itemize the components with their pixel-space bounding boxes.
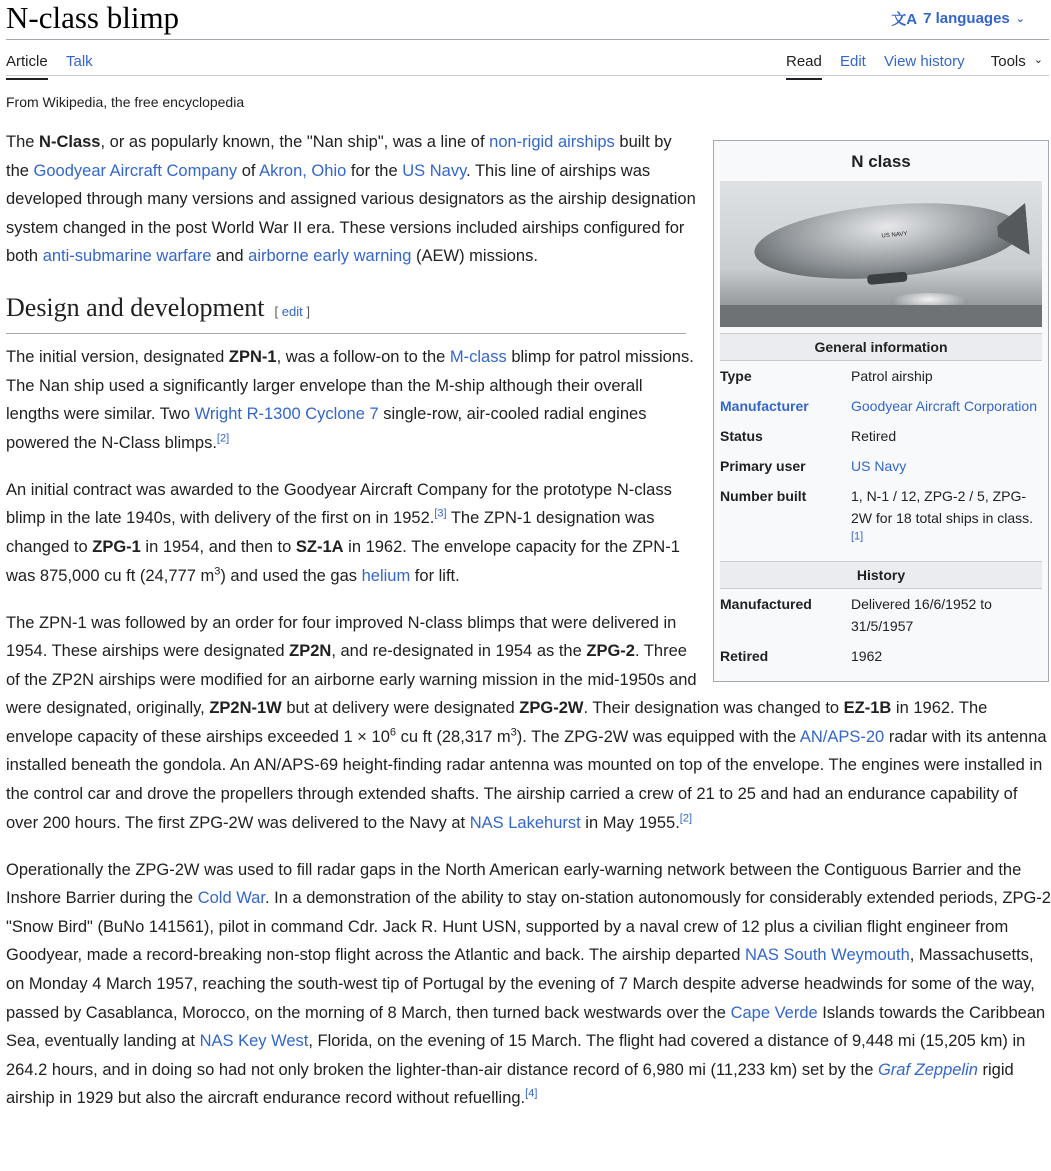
link-an-aps-20[interactable]: AN/APS-20	[799, 727, 885, 746]
tools-label: Tools	[990, 53, 1026, 70]
ground	[720, 305, 1042, 327]
tab-read[interactable]: Read	[786, 53, 822, 70]
tagline: From Wikipedia, the free encyclopedia	[6, 94, 245, 110]
link-nas-key-west[interactable]: NAS Key West	[199, 1032, 309, 1051]
tab-talk[interactable]: Talk	[66, 53, 93, 70]
link-aew[interactable]: airborne early warning	[248, 247, 412, 266]
infobox-row: Number built 1, N-1 / 12, ZPG-2 / 5, ZPG-2W for 18 total ships in class.[1]	[720, 488, 1034, 543]
citation-link[interactable]: [4]	[525, 1087, 538, 1100]
infobox-row: Retired 1962	[720, 648, 883, 664]
infobox-row: Status Retired	[720, 428, 897, 444]
citation-link[interactable]: [1]	[851, 530, 864, 543]
link-helium[interactable]: helium	[361, 566, 411, 585]
goodyear-link[interactable]: Goodyear Aircraft Corporation	[851, 398, 1037, 414]
title-divider	[6, 39, 1049, 40]
translate-icon: 文A	[891, 11, 918, 28]
tabs-divider	[6, 75, 1049, 76]
link-nas-lakehurst[interactable]: NAS Lakehurst	[469, 813, 581, 832]
link-us-navy[interactable]: US Navy	[402, 161, 467, 180]
infobox	[713, 140, 1049, 682]
infobox-row: Type Patrol airship	[720, 368, 933, 384]
blimp-marking: US NAVY	[881, 231, 908, 240]
tab-edit[interactable]: Edit	[840, 53, 866, 70]
link-nas-south-weymouth[interactable]: NAS South Weymouth	[744, 946, 910, 965]
infobox-section-header: History	[720, 561, 1042, 589]
citation-link[interactable]: [2]	[216, 432, 230, 445]
link-akron[interactable]: Akron, Ohio	[259, 161, 347, 180]
article-body	[6, 128, 1051, 1131]
link-asw[interactable]: anti-submarine warfare	[42, 247, 212, 266]
paragraph: An initial contract was awarded to the Goodyear Aircraft Company for the prototype N-class blimp in the late 1940s, with delivery of the first on in 1952.[3] The ZPN-1 designation was changed to ZPG-1 in 1954, and then to SZ-1A in 1962. The envelope capacity for the ZPN-1 was 875,000 cu ft (24,777 $m^3$) and used the gas helium for lift.	[6, 480, 680, 585]
language-selector[interactable]	[891, 8, 1025, 29]
us-navy-link[interactable]: US Navy	[851, 458, 907, 474]
language-count: 7 languages	[923, 10, 1010, 27]
link-non-rigid-airships[interactable]: non-rigid airships	[489, 133, 615, 151]
link-graf-zeppelin[interactable]: Graf Zeppelin	[877, 1060, 978, 1079]
link-cold-war[interactable]: Cold War	[197, 889, 265, 908]
paragraph: The initial version, designated ZPN-1, was a follow-on to the M-class blimp for patrol missions. The Nan ship used a significantly larger envelope than the M-ship although their overall lengths were similar. Two Wright R-1300 Cyclone 7 single-row, air-cooled radial engines powered the N-Class blimps.[2]	[6, 347, 694, 452]
chevron-down-icon: ⌄	[1015, 13, 1025, 25]
chevron-down-icon: ⌄	[1033, 54, 1043, 66]
section-edit: [ edit ]	[274, 303, 310, 319]
link-m-class[interactable]: M-class	[449, 347, 507, 366]
citation-link[interactable]: [2]	[679, 812, 693, 825]
tab-article[interactable]: Article	[6, 53, 48, 70]
page-tabs	[6, 44, 1049, 76]
blimp-illustration	[751, 193, 1024, 288]
link-goodyear[interactable]: Goodyear Aircraft Company	[33, 161, 238, 180]
citation-link[interactable]: [3]	[434, 507, 447, 520]
section-heading: Design and development [ edit ]	[6, 291, 686, 334]
infobox-section-header: General information	[720, 333, 1042, 361]
link-cape-verde[interactable]: Cape Verde	[730, 1003, 818, 1022]
infobox-title: N class	[851, 152, 911, 171]
paragraph: Operationally the ZPG-2W was used to fill radar gaps in the North American early-warning network between the Contiguous Barrier and the Inshore Barrier during the Cold War. In a demonstration of the ability to stay on-station autonomously for considerably extended periods, ZPG-2 "Snow Bird" (BuNo 141561), pilot in command Cdr. Jack R. Hunt USN, supported by a naval crew of 12 plus a civilian flight engineer from Goodyear, made a record-breaking non-stop flight across the Atlantic and back. The airship departed NAS South Weymouth, Massachusetts, on Monday 4 March 1957, reaching the south-west tip of Portugal by the evening of 7 March despite adverse headwinds for some of the way, passed by Casablanca, Morocco, on the morning of 8 March, then turned back westwards over the Cape Verde Islands towards the Caribbean Sea, eventually landing at NAS Key West, Florida, on the evening of 15 March. The flight had covered a distance of 9,448 mi (15,205 km) in 264.2 hours, and in doing so had not only broken the lighter-than-air distance record of 6,980 mi (11,233 km) set by the Graf Zeppelin rigid airship in 1929 but also the aircraft endurance record without refuelling.[4]	[6, 860, 1051, 1108]
tools-menu[interactable]	[991, 53, 1043, 70]
link-wright-r1300[interactable]: Wright R-1300 Cyclone 7	[194, 405, 379, 424]
infobox-row: Manufactured Delivered 16/6/1952 to 31/5/1957	[720, 596, 992, 634]
infobox-image[interactable]	[720, 181, 1042, 327]
infobox-row	[720, 391, 1042, 421]
manufacturer-link[interactable]: Manufacturer	[720, 398, 809, 414]
infobox-row: Primary user US Navy	[720, 451, 1042, 481]
tab-view-history[interactable]: View history	[884, 53, 965, 70]
paragraph: The ZPN-1 was followed by an order for four improved N-class blimps that were delivered in 1954. These airships were designated ZP2N, and re-designated in 1954 as the ZPG-2. Three of the ZP2N airships were modified for an airborne early warning mission in the mid-1950s and were designated, originally, ZP2N-1W but at delivery were designated ZPG-2W. Their designation was changed to EZ-1B in 1962. The envelope capacity of these airships exceeded $1 \times 10^6$ cu ft (28,317 $m^3$). The ZPG-2W was equipped with the AN/APS-20 radar with its antenna installed beneath the gondola. An AN/APS-69 height-finding radar antenna was mounted on top of the envelope. The engines were installed in the control car and drove the propellers through extended shafts. The airship carried a crew of 21 to 25 and had an endurance capability of over 200 hours. The first ZPG-2W was delivered to the Navy at NAS Lakehurst in May 1955.[2]	[6, 613, 1047, 832]
intro-paragraph: The N-Class, or as popularly known, the "Nan ship", was a line of non-rigid airships built by the Goodyear Aircraft Company of Akron, Ohio for the US Navy. This line of airships was developed through many versions and assigned various designators as the airship designation system changed in the post World War II era. These versions included airships configured for both anti-submarine warfare and airborne early warning (AEW) missions.	[6, 133, 696, 266]
page-title: N-class blimp	[6, 0, 180, 35]
edit-link[interactable]: edit	[281, 303, 303, 319]
